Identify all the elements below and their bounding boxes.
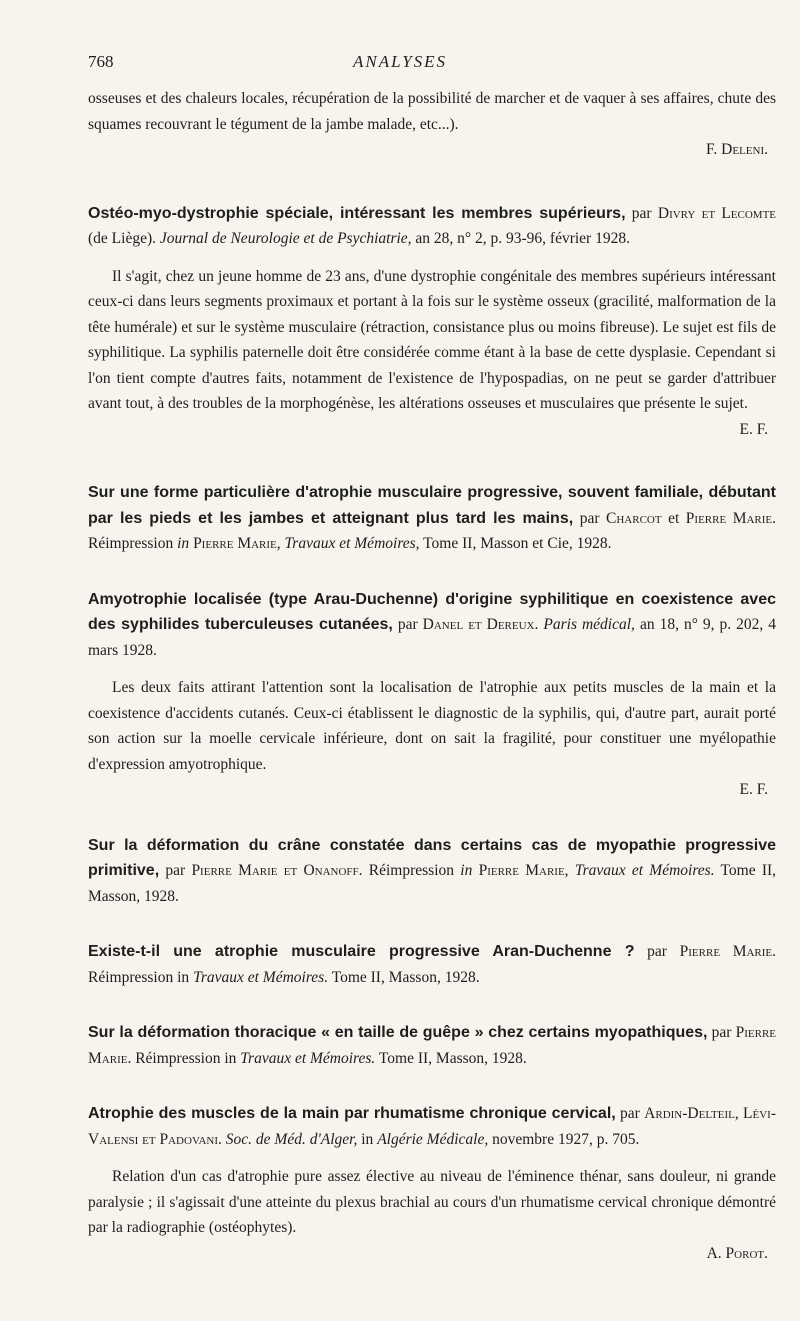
entry-work: Travaux et Mémoires. [193, 968, 329, 986]
entry-deformation-crane [88, 833, 776, 910]
entry-citation [88, 1020, 776, 1071]
entry-abstract: Les deux faits attirant l'attention sont la localisation de l'atrophie aux petits muscles de la main et la coexistence d'accidents cutanés. Ceux-ci établissent le diagnostic de la syphilis, qui, d'autre part, aurait porté son action sur la moelle cervicale inférieure, dont on sait la fragilité, pour constituer une myélopathie d'expression amyotrophique. [88, 679, 776, 773]
conjunction: et [668, 509, 680, 527]
by-word: par [397, 616, 418, 633]
by-word: par [579, 509, 600, 527]
running-head [0, 52, 800, 76]
page-body [88, 86, 776, 1266]
entry-authors: Ardin-Delteil, Lévi-Valensi et Padovani. [88, 1105, 777, 1148]
entry-work: Travaux et Mémoires. [574, 862, 715, 879]
entry-deformation-thoracique [88, 1020, 776, 1071]
entry-details: Tome II, Masson et Cie, 1928. [423, 535, 612, 552]
entry-details: novembre 1927, p. 705. [492, 1130, 640, 1148]
signature: E. F. [739, 420, 768, 438]
entry-journal: Journal de Neurologie et de Psychiatrie, [159, 230, 412, 247]
entry-authors: Danel et Dereux. [422, 616, 539, 633]
entry-details: Tome II, Masson, 1928. [88, 862, 777, 905]
entry-amyotrophie-localisee [88, 587, 776, 803]
entry-citation [88, 587, 776, 664]
entry-abstract: Relation d'un cas d'atrophie pure assez élective au niveau de l'éminence thénar, sans douleur, ni grande paralysie ; il s'agissait d'une atteinte du plexus brachial au cours d'un rhumatisme cervical chronique démontré par la radiographie (ostéophytes). [88, 1168, 776, 1236]
in-word: in [361, 1130, 374, 1148]
entry-author: Pierre Marie, [193, 535, 281, 552]
entry-details: Tome II, Masson, 1928. [378, 1049, 527, 1067]
entry-authors: Divry et Lecomte [657, 204, 777, 222]
entry-atrophie-muscles-main [88, 1101, 776, 1266]
entry-source: (de Liège). [88, 230, 156, 247]
signature: A. Porot. [706, 1244, 768, 1262]
entry-existe-t-il [88, 939, 776, 990]
entry-author: Charcot [606, 509, 662, 527]
signature: F. Deleni. [706, 141, 768, 158]
reprint-label: Réimpression in [88, 968, 190, 986]
entry-work: Algérie Médicale, [377, 1130, 489, 1148]
continuation-text: osseuses et des chaleurs locales, récupération de la possibilité de marcher et de vaquer à ses affaires, chute des squames recouvrant le tégument de la jambe malade, etc...). [88, 90, 776, 133]
entry-title: Sur la déformation thoracique « en taille de guêpe » chez certains myopathiques, [88, 1024, 708, 1041]
entry-citation [88, 480, 776, 557]
entry-details: an 18, n° 9, p. 202, 4 mars 1928. [88, 616, 777, 659]
entry-author: Pierre Marie. [685, 509, 777, 527]
by-word: par [620, 1105, 640, 1122]
entry-citation [88, 833, 776, 910]
by-word: par [647, 943, 667, 960]
entry-author: Pierre Marie, [478, 862, 569, 879]
running-title: ANALYSES [352, 52, 448, 71]
reprint-label: Réimpression in [135, 1049, 237, 1067]
entry-authors: Pierre Marie. [88, 1024, 777, 1067]
entry-citation [88, 939, 776, 990]
entry-details: Tome II, Masson, 1928. [331, 968, 480, 986]
in-word: in [460, 862, 473, 879]
in-word: in [177, 535, 190, 552]
entry-title: Sur une forme particulière d'atrophie musculaire progressive, souvent familiale, débutant par les pieds et les jambes et atteignant plus tard les mains, [88, 484, 776, 527]
by-word: par [165, 862, 186, 879]
entry-title: Amyotrophie localisée (type Arau-Duchenne) d'origine syphilitique en coexistence avec des syphilides tuberculeuses cutanées, [88, 590, 776, 633]
entry-title: Ostéo-myo-dystrophie spéciale, intéressant les membres supérieurs, [88, 204, 626, 222]
entry-details: an 28, n° 2, p. 93-96, février 1928. [415, 230, 630, 247]
entry-journal: Soc. de Méd. d'Alger, [225, 1130, 358, 1148]
entry-title: Existe-t-il une atrophie musculaire progressive Aran-Duchenne ? [88, 943, 635, 960]
by-word: par [631, 204, 652, 222]
entry-authors: Pierre Marie. [679, 943, 777, 960]
page-number: 768 [88, 52, 114, 71]
entry-citation [88, 201, 776, 252]
entry-journal: Paris médical, [543, 616, 635, 633]
by-word: par [711, 1024, 732, 1041]
entry-title: Atrophie des muscles de la main par rhumatisme chronique cervical, [88, 1105, 616, 1122]
reprint-label: Réimpression [368, 862, 455, 879]
entry-title: Sur la déformation du crâne constatée dans certains cas de myopathie progressive primitive, [88, 836, 776, 879]
entry-work: Travaux et Mémoires, [284, 535, 420, 552]
signature: E. F. [739, 781, 768, 798]
entry-forme-particuliere [88, 480, 776, 557]
entry-authors: Pierre Marie et Onanoff. [191, 862, 363, 879]
entry-citation [88, 1101, 776, 1152]
reprint-label: Réimpression [88, 535, 174, 552]
entry-abstract: Il s'agit, chez un jeune homme de 23 ans, d'une dystrophie congénitale des membres supérieurs intéressant ceux-ci dans leurs segments proximaux et portant à la fois sur le système osseux (gracilité, malformation de la tête humérale) et sur le système musculaire (rétraction, consistance plus ou moins fibreuse). Le sujet est fils de syphilitique. La syphilis paternelle doit être considérée comme étant à la base de cette dysplasie. Cependant si l'on tient compte d'autres faits, notamment de l'existence de l'hypospadias, on ne peut se garder d'attribuer avant tout, à des troubles de la morphogénèse, les altérations osseuses et musculaires que présente le sujet. [88, 267, 776, 412]
entry-work: Travaux et Mémoires. [240, 1049, 376, 1067]
entry-osteo-myo-dystrophie [88, 201, 776, 443]
